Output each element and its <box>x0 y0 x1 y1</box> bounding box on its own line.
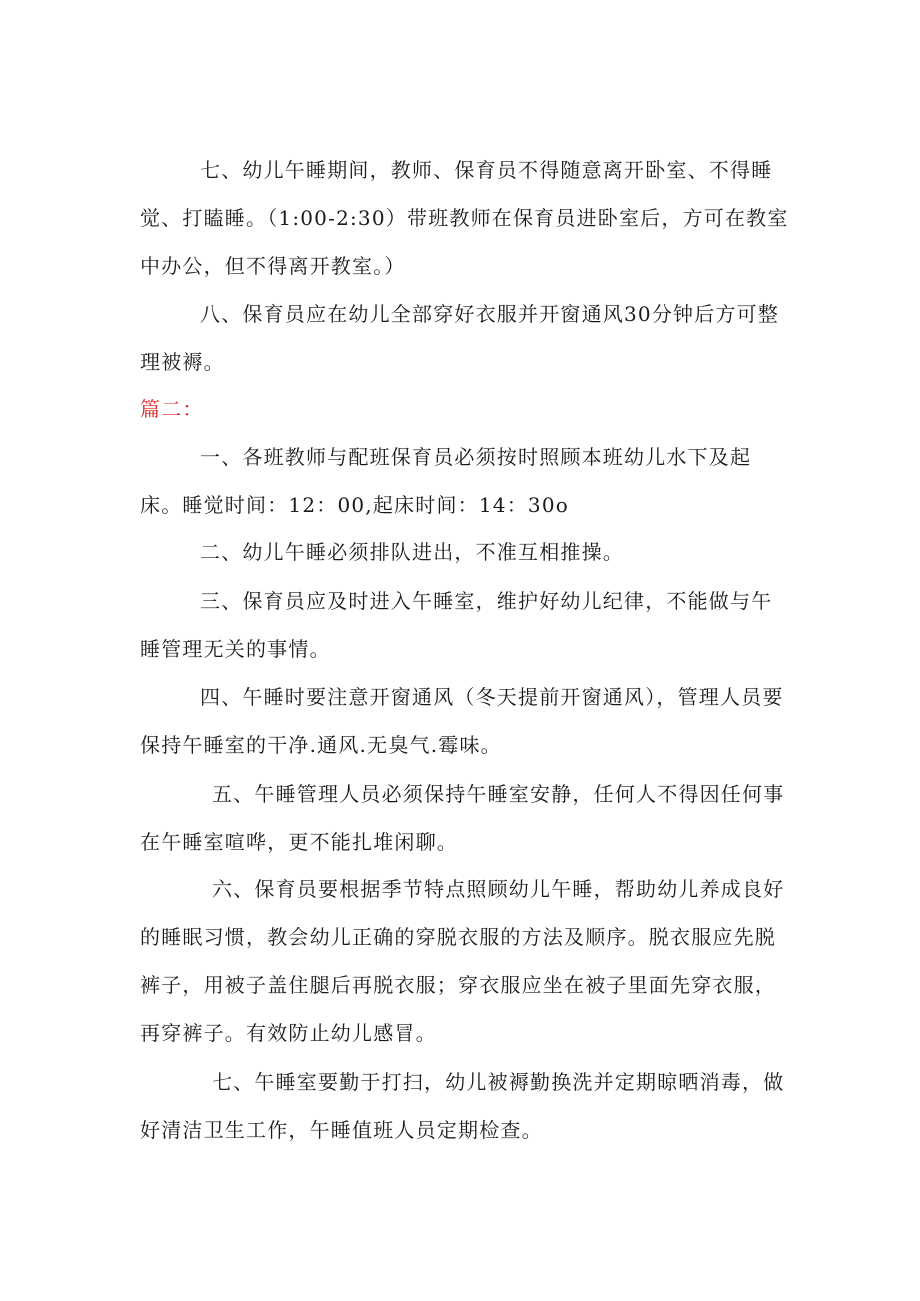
section-heading-part2: 篇二： <box>140 397 204 421</box>
part2-paragraph-2: 二、幼儿午睡必须排队进出，不准互相推操。 <box>200 540 624 564</box>
paragraph-7: 七、幼儿午睡期间，教师、保育员不得随意离开卧室、不得睡觉、打瞌睡。（1:00-2:30）带班教师在保育员进卧室后，方可在教室中办公，但不得离开教室。） <box>140 158 789 278</box>
part2-paragraph-5: 五、午睡管理人员必须保持午睡室安静，任何人不得因任何事在午睡室喧哗，更不能扎堆闲聊。 <box>140 782 785 854</box>
part2-paragraph-3: 三、保育员应及时进入午睡室，维护好幼儿纪律，不能做与午睡管理无关的事情。 <box>140 589 773 661</box>
part2-paragraph-7: 七、午睡室要勤于打扫，幼儿被褥勤换洗并定期晾晒消毒，做好清洁卫生工作，午睡值班人员定期检查。 <box>140 1070 785 1142</box>
paragraph-8: 八、保育员应在幼儿全部穿好衣服并开窗通风30分钟后方可整理被褥。 <box>140 302 780 374</box>
part2-paragraph-6: 六、保育员要根据季节特点照顾幼儿午睡，帮助幼儿养成良好的睡眠习惯，教会幼儿正确的穿脱衣服的方法及顺序。脱衣服应先脱裤子，用被子盖住腿后再脱衣服；穿衣服应坐在被子里面先穿衣服，再穿裤子。有效防止幼儿感冒。 <box>140 877 785 1045</box>
part2-paragraph-1: 一、各班教师与配班保育员必须按时照顾本班幼儿水下及起床。睡觉时间：12：00,起床时间：14：30o <box>140 445 752 517</box>
part2-paragraph-4: 四、午睡时要注意开窗通风（冬天提前开窗通风），管理人员要保持午睡室的干净.通风.无臭气.霉味。 <box>140 685 784 757</box>
